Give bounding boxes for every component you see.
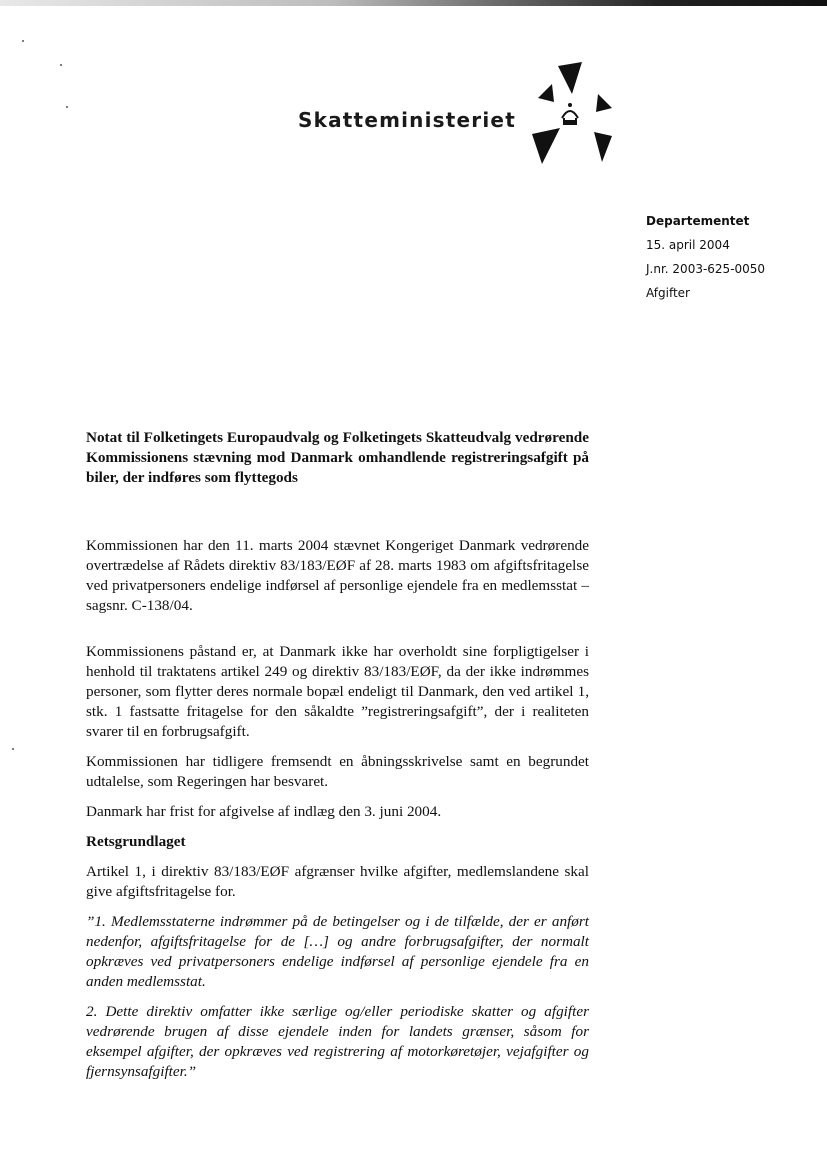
department-label: Departementet	[646, 214, 750, 228]
office-label: Afgifter	[646, 286, 690, 300]
paragraph-deadline: Danmark har frist for afgivelse af indlæg den 3. juni 2004.	[86, 803, 442, 820]
section-heading: Retsgrundlaget	[86, 833, 186, 850]
paragraph-article: Artikel 1, i direktiv 83/183/EØF afgrænser hvilke afgifter, medlemslandene skal give afgiftsfritagelse for.	[86, 863, 589, 900]
scan-speck	[60, 64, 62, 66]
scan-speck	[22, 40, 24, 42]
document-title: Notat til Folketingets Europaudvalg og Folketingets Skatteudvalg vedrørende Kommissionens stævning mod Danmark omhandlende registreringsafgift på biler, der indføres som flyttegods	[86, 429, 589, 486]
document-date: 15. april 2004	[646, 238, 730, 252]
document-body	[86, 428, 589, 1082]
scan-top-border	[0, 0, 827, 6]
scan-speck	[12, 748, 14, 750]
paragraph-claim: Kommissionens påstand er, at Danmark ikke har overholdt sine forpligtigelser i henhold til traktatens artikel 249 og direktiv 83/183/EØF, da der ikke indrømmes personer, som flytter deres normale bopæl endeligt til Danmark, den ved artikel 1, stk. 1 fastsatte fritagelse for den såkaldte ”registreringsafgift”, der i realiteten svarer til en forbrugsafgift.	[86, 643, 589, 740]
quote-article-2: 2. Dette direktiv omfatter ikke særlige og/eller periodiske skatter og afgifter vedrørende brugen af disse ejendele inden for landets grænser, såsom for eksempel afgifter, der opkræves ved registrering af motorkøretøjer, vejafgifter og fjernsynsafgifter.”	[86, 1003, 589, 1080]
crown-with-triangles-icon	[520, 58, 620, 186]
scan-speck	[66, 106, 68, 108]
journal-number: J.nr. 2003-625-0050	[646, 262, 766, 276]
header-meta	[646, 209, 765, 305]
ministry-logo-text: Skatteministeriet	[298, 108, 516, 132]
quote-article-1: ”1. Medlemsstaterne indrømmer på de betingelser og i de tilfælde, der er anført nedenfor, afgiftsfritagelse for de […] og andre forbrugsafgifter, der normalt opkræves ved privatpersoners endelige indførsel af personlige ejendele fra en anden medlemsstat.	[86, 913, 589, 990]
paragraph-summons: Kommissionen har den 11. marts 2004 stævnet Kongeriget Danmark vedrørende overtrædelse af Rådets direktiv 83/183/EØF af 28. marts 1983 om afgiftsfritagelse ved privatpersoners endelige indførsel af personlige ejendele fra en medlemsstat – sagsnr. C-138/04.	[86, 537, 589, 614]
paragraph-prior-letter: Kommissionen har tidligere fremsendt en åbningsskrivelse samt en begrundet udtalelse, som Regeringen har besvaret.	[86, 753, 589, 790]
